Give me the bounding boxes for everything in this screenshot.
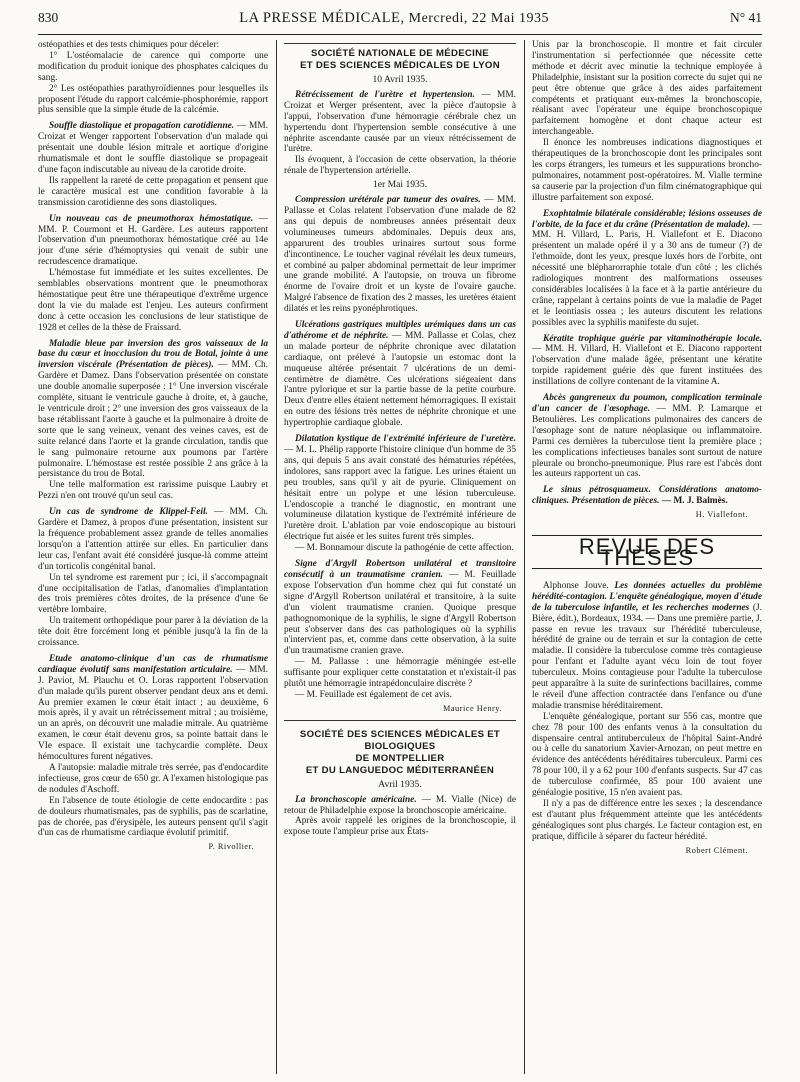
article-authors: — MM. J. Paviot, M. Plauchu et O. Loras	[38, 664, 268, 686]
article-text: relatent l'observation d'une malade de 82 ans qui depuis de nombreuses années présentait deux volumineuses tumeurs abdominales. Depuis deux ans, apparurent des troubles urinaires surtout sous forme d'incontinence. Le toucher vaginal révélait les deux tumeurs, et combiné au palper abdominal permettait de leur imprimer une grande mobilité. A l'autopsie, on trouva un fibrome énorme de l'ovaire droit et un kyste de l'ovaire gauche. Malgré l'absence de fixation des 2 masses, les uretères étaient dilatés et les reins pyonéphrotiques.	[284, 205, 516, 315]
article-title: Dilatation kystique de l'extrémité inférieure de l'uretère.	[295, 434, 516, 445]
article-authors: — M. L. Phélip	[284, 445, 344, 455]
divider	[284, 720, 516, 721]
article-authors: — MM. Pallasse et Colas,	[392, 330, 496, 341]
section-title: REVUE DES THÈSES	[578, 534, 716, 570]
article-text: rapportent l'observation d'un malade qu'ils purent observer pendant deux ans et demi. Au premier examen le cœur était intact ; au deuxième, 6 mois après, il y avait un rétrécissement mitral ; au troisième, un an après, on découvrit une maladie mitrale. Au quatrième examen, le cœur était devenu gros, sa pointe battait dans le VIe espace. Il existait une tachycardie complète. Deux hémocultures furent négatives.	[38, 675, 268, 763]
signature: Maurice Henry.	[443, 703, 502, 713]
article	[284, 90, 516, 177]
paragraph: 1° L'ostéomalacie de carence qui comporte une modification du produit ionique des phosphates calciques du sang.	[38, 50, 268, 83]
article-title: Le sinus pétrosquameux. Considérations anatomo-cliniques. Présentation de pièces.	[532, 485, 762, 507]
article-text: Dans l'observation présentée on constate une double anomalie superposée : 1° Une inversion viscérale complète, situant le ventricule gauche à droite, et, à gauche, le ventricule droit ; 2° une inversion des gros vaisseaux de la base rétablissant l'aorte à gauche et la pulmonaire à droite de sorte que le sang veineux, venant des veines caves, est de suite relancé dans l'aorte et la grande circulation, tandis que le sang pulmonaire retourne aux poumons par l'artère pulmonaire. L'hémostase est restée possible 2 ans grâce à la persistance du trou de Botal.	[38, 371, 268, 480]
article-title: La bronchoscopie américaine.	[295, 794, 417, 805]
article	[284, 434, 516, 554]
column-divider	[524, 40, 525, 1074]
article-text: (Nice) de retour de Philadelphie expose la bronchoscopie américaine.	[284, 794, 516, 816]
article-text: rapporte l'histoire clinique d'un homme de 35 ans, qui depuis 5 ans avait constaté des hématuries répétées, indolores, sans rapport avec la fatigue. Les urines étaient un peu troubles, sans qu'il y ait de pyurie. Cliniquement on hésitait entre un polype et une lésion tuberculeuse. L'endoscopie a tranché le diagnostic, en montrant une volumineuse dilatation kystique de l'extrémité inférieure de l'uretère droit. L'ablation par voie endoscopique au bistouri électrique fut aisée et les suites furent très simples.	[284, 445, 516, 543]
paragraph: Une telle malformation est rarissime puisque Laubry et Pezzi n'en ont trouvé qu'un seul cas.	[38, 480, 268, 502]
paragraph: Ils rappellent la rareté de cette propagation et pensent que le caractère musical est une condition favorable à la transmission carotidienne des sons diastoliques.	[38, 175, 268, 208]
paragraph: 2° Les ostéopathies parathyroïdiennes pour lesquelles ils proposent l'étude du rapport calcémie-phosphorémie, rapport plus sensible que la simple étude de la calcémie.	[38, 83, 268, 116]
article-text: présentent un malade opéré il y a 30 ans de tumeur (?) de l'ethmoïde, dont les yeux, presque luxés hors de l'orbite, ont nécessité une blépharorraphie totale d'un côté ; les clichés radiologiques montrent des malformations osseuses considérables localisées à la face et à la partie antérieure du crâne, rappelant à certains points de vue la maladie de Paget et le leontiasis ossea ; les auteurs discutent les relations possibles avec la syphilis manifeste du sujet.	[532, 241, 762, 328]
dateline: Mercredi, 22 Mai 1935	[408, 11, 549, 26]
article	[532, 209, 762, 329]
article-title: Souffle diastolique et propagation carotidienne.	[49, 121, 235, 132]
article-authors: — M. J. Balmès.	[661, 496, 728, 507]
article-authors: — MM. H. Villard, L. Paris, H. Viallefont et E. Diacono	[532, 219, 762, 241]
paragraph: L'hémostase fut immédiate et les suites excellentes. De semblables observations montrent que le pneumothorax hémostatique peut être une thérapeutique d'extrême urgence dont la vie du malade est l'enjeu. Les auteurs confirment donc à cette occasion les conclusions de leur statistique de 1928 et celles de la thèse de Fraissard.	[38, 268, 268, 333]
theses-section-header	[532, 535, 762, 569]
article	[38, 121, 268, 208]
article-text: rapportent l'observation d'une malade âgée, présentant une kératite torpide rapidement guérie dès que furent instituées des instillations de collyre contenant de la vitamine A.	[532, 344, 762, 388]
article-authors: — MM. Ch. Gardère et Damez.	[38, 360, 268, 382]
divider	[284, 43, 516, 44]
article	[284, 195, 516, 315]
signature: P. Rivollier.	[208, 842, 254, 852]
paragraph: L'enquête généalogique, portant sur 556 cas, montre que chez 78 pour 100 des enfants venus à la consultation du dispensaire central antituberculeux de l'hôpital Saint-André ou à celle du sanatorium Xavier-Arnozan, on peut mettre en évidence des antécédents héréditaires tuberculeux. Parmi ces 78 pour 100, il y a 62 pour 100 d'enfants suspects. Sur 47 cas de tuberculose confirmée, 85 pour 100 avaient une généalogie positive, 15 n'en avaient pas.	[532, 711, 762, 799]
article	[284, 795, 516, 839]
column-divider	[276, 40, 277, 1074]
article-title: Kératite trophique guérie par vitaminothérapie locale.	[543, 333, 762, 344]
column-2	[284, 40, 516, 1074]
paragraph: Un tel syndrome est rarement pur ; ici, il s'accompagnait d'une occipitalisation de l'atlas, d'anomalies d'implantation des trois premières côtes droites, de la présence d'une 6e vertèbre lombaire.	[38, 572, 268, 616]
thesis-title: Les données actuelles du problème hérédité-contagion. L'enquête généalogique, moyen d'étude de la tuberculose infantile, et les recherches modernes	[532, 580, 762, 613]
masthead: LA PRESSE MÉDICALE, Mercredi, 22 Mai 1935	[239, 10, 549, 26]
society-heading: SOCIÉTÉ NATIONALE DE MÉDECINE ET DES SCIENCES MÉDICALES DE LYON	[300, 48, 500, 71]
paragraph: — M. Bonnamour discute la pathogénie de cette affection.	[295, 543, 514, 554]
article	[532, 393, 762, 480]
session-date: Avril 1935.	[378, 778, 422, 790]
article-text: rapportent l'observation d'un malade qui présentait une double lésion mitrale et aortique d'origine rhumatismale et dont le souffle diastolique se propageait d'une façon indiscutable au niveau de la carotide droite.	[38, 132, 268, 175]
article-text: chez un malade porteur de néphrite chronique avec dilatation cardiaque, ont prélevé à l'autopsie un estomac dont la muqueuse altérée présentait 7 ulcérations de un demi-centimètre de diamètre. Ces ulcérations siégeaient dans l'antre pylorique et sur la partie basse de la petite courbure. Deux d'entre elles étaient nettement hémorragiques. Il existait en outre des lésions très nettes de néphrite chronique et une hypertrophie cardiaque globale.	[284, 330, 516, 429]
page-number: 830	[38, 10, 59, 25]
columns	[38, 40, 762, 1074]
paragraph: Ils évoquent, à l'occasion de cette observation, la théorie rénale de l'hypertension artérielle.	[284, 155, 516, 177]
article-text: expose l'observation d'un homme chez qui fut constaté un signe d'Argyll Robertson unilatéral et transitoire, à la suite d'un violent traumatisme cranien. Quoique presque pathognomonique de la syphilis, le signe d'Argyll Robertson peut s'observer dans des cas pathologiques où la syphilis n'intervient pas, et, comme dans cette observation, à la suite d'un traumatisme cranien grave.	[284, 580, 516, 657]
thesis-review	[532, 581, 762, 843]
article-authors: — MM. Pallasse et Colas	[284, 195, 516, 216]
paragraph: ostéopathies et des tests chimiques pour déceler:	[38, 40, 220, 50]
session-date: 1er Mai 1935.	[372, 179, 428, 191]
article-authors: — MM. P. Lamarque et Betoulières.	[532, 404, 762, 425]
article-title: Signe d'Argyll Robertson unilatéral et transitoire consécutif à un traumatisme cranien.	[284, 559, 516, 580]
thesis-reference: (J. Bière, édit.), Bordeaux, 1934.	[532, 602, 762, 624]
article-authors: — MM. H. Villard, H. Viallefont et E. Diacono	[532, 344, 720, 355]
signature: Robert Clément.	[685, 845, 748, 855]
paragraph: Il énonce les nombreuses indications diagnostiques et thérapeutiques de la bronchoscopie dont les principales sont les corps étrangers, les tumeurs et les suppurations broncho-pulmonaires, notamment post-opératoires. M. Vialle termine sa causerie par la projection d'un film cinématographique qui illustre parfaitement son exposé.	[532, 138, 762, 203]
society-heading: SOCIÉTÉ DES SCIENCES MÉDICALES ET BIOLOGIQUES DE MONTPELLIER ET DU LANGUEDOC MÉDITERRANÉEN	[299, 728, 501, 776]
thesis-author: Alphonse Jouve.	[543, 580, 609, 591]
article-title: Maladie bleue par inversion des gros vaisseaux de la base du cœur et inocclusion du trou de Botal, jointe à une inversion viscérale (Présentation de pièces).	[38, 338, 268, 371]
article-title: Rétrécissement de l'urètre et hypertension.	[295, 89, 475, 100]
paragraph: — M. Pallasse : une hémorragie méningée est-elle suffisante pour expliquer cette constatation et n'existait-il pas plutôt une hémorragie intrapédonculaire discrète ?	[284, 657, 516, 690]
article	[38, 507, 268, 649]
article-authors: — MM. Croizat et Wenger	[38, 121, 268, 143]
article-title: Etude anatomo-clinique d'un cas de rhumatisme cardiaque évolutif sans manifestation articulaire.	[38, 653, 268, 675]
paragraph: Unis par la bronchoscopie. Il montre et fait circuler l'instrumentation si perfectionnée que nécessite cette méthode et décrit avec minutie la technique employée à Philadelphie, insistant sur la position correcte du sujet qui ne peut être obtenue que grâce à des aides parfaitement compétents et pratiquant eux-mêmes la bronchoscopie, réalisant avec l'opérateur une équipe bronchoscopique parfaitement homogène et dont chaque acteur est interchangeable.	[532, 40, 762, 138]
article-title: Un cas de syndrome de Klippel-Feil.	[49, 507, 208, 518]
article	[284, 320, 516, 429]
article-authors: — MM. Ch. Gardère et Damez,	[38, 507, 268, 529]
article-authors: — M. Feuillade	[449, 569, 516, 580]
signature: H. Viallefont.	[695, 510, 748, 520]
column-1	[38, 40, 268, 1074]
article	[532, 334, 762, 389]
paragraph: Il n'y a pas de différence entre les sexes ; la descendance est d'autant plus fréquemment atteinte que les antécédents généalogiques sont plus chargés. Le facteur contagion est, en pratique, difficile à séparer du facteur hérédité.	[532, 799, 762, 842]
article-authors: — MM. P. Courmont et H. Gardère.	[38, 213, 268, 235]
article-text: Les auteurs rapportent l'observation d'un pneumothorax hémostatique créé au 14e jour d'une série d'hémoptysies qui venait de subir une recrudescence dramatique.	[38, 224, 268, 268]
article	[532, 485, 762, 507]
article-title: Abcès gangreneux du poumon, complication terminale d'un cancer de l'œsophage.	[532, 393, 762, 414]
article-text: présentent, avec la pièce d'autopsie à l'appui, l'observation d'une hémorragie cérébrale chez un hypertendu dont l'hypertension semble consécutive à une néphrite ascendante causée par un vieux rétrécissement de l'urètre.	[284, 100, 516, 155]
article-text: à propos d'une présentation, insistent sur la fréquence probablement assez grande de telles anomalies lorsqu'on a l'attention attirée sur elles. En particulier dans leur cas, l'enfant avait été considéré jusque-là comme atteint d'un torticolis congénital banal.	[38, 518, 268, 572]
article-title: Compression urétérale par tumeur des ovaires.	[295, 195, 481, 206]
column-3	[532, 40, 762, 1074]
article-title: Un nouveau cas de pneumothorax hémostatique.	[49, 213, 254, 224]
article-title: Ulcérations gastriques multiples urémiques dans un cas d'athérome et de néphrite.	[284, 320, 516, 341]
article-title: Exophtalmie bilatérale considérable; lésions osseuses de l'orbite, de la face et du crâne (Présentation de malade).	[532, 208, 762, 230]
session-date: 10 Avril 1935.	[372, 74, 428, 85]
paragraph: Un traitement orthopédique pour parer à la déviation de la tête doit être forcément long et pénible jusqu'à la fin de la croissance.	[38, 616, 268, 649]
article	[38, 214, 268, 334]
page-header	[38, 10, 762, 35]
paragraph: En l'absence de toute étiologie de cette endocardite : pas de douleurs rhumatismales, pas de syphilis, pas de scarlatine, pas de chorée, pas d'érysipèle, les auteurs pensent qu'il s'agit d'un cas de rhumatisme cardiaque évolutif primitif.	[38, 795, 268, 839]
paragraph: — M. Feuillade est également de cet avis.	[295, 689, 452, 700]
article-authors: — M. Vialle	[421, 794, 474, 805]
article	[284, 559, 516, 701]
article	[38, 654, 268, 839]
article	[38, 339, 268, 503]
article-text: Les complications pulmonaires des cancers de l'œsophage sont de nature néoplasique ou inflammatoire. Parmi ces dernières la tuberculose tient la première place ; les complications infectieuses banales sont surtout de nature pleurale ou broncho-pneumonique. Plus rare est l'abcès dont les auteurs rapportent un cas.	[532, 414, 762, 480]
paragraph: A l'autopsie: maladie mitrale très serrée, pas d'endocardite infectieuse, gros cœur de 650 gr. A l'examen histologique pas de nodules d'Aschoff.	[38, 763, 268, 795]
article-authors: — MM. Croizat et Werger	[284, 89, 516, 111]
issue-number: N° 41	[729, 10, 762, 25]
paragraph: Après avoir rappelé les origines de la bronchoscopie, il expose toute l'ampleur prise aux États-	[284, 816, 516, 838]
article-text: — Dans une première partie, J. passe en revue les travaux sur l'hérédité tuberculeuse, hérédité de graine ou de terrain et sur la contagion de cette maladie. Il considère la tuberculose comme très contagieuse pour l'enfant et l'adulte ayant vécu loin de tout foyer tuberculeux. Moins contagieuse pour l'adulte la tuberculose peut apparaître à la suite de surinfections bacillaires, comme le réveil d'une affection contractée dans l'enfance ou d'une maladie transmise héréditairement.	[532, 613, 762, 711]
